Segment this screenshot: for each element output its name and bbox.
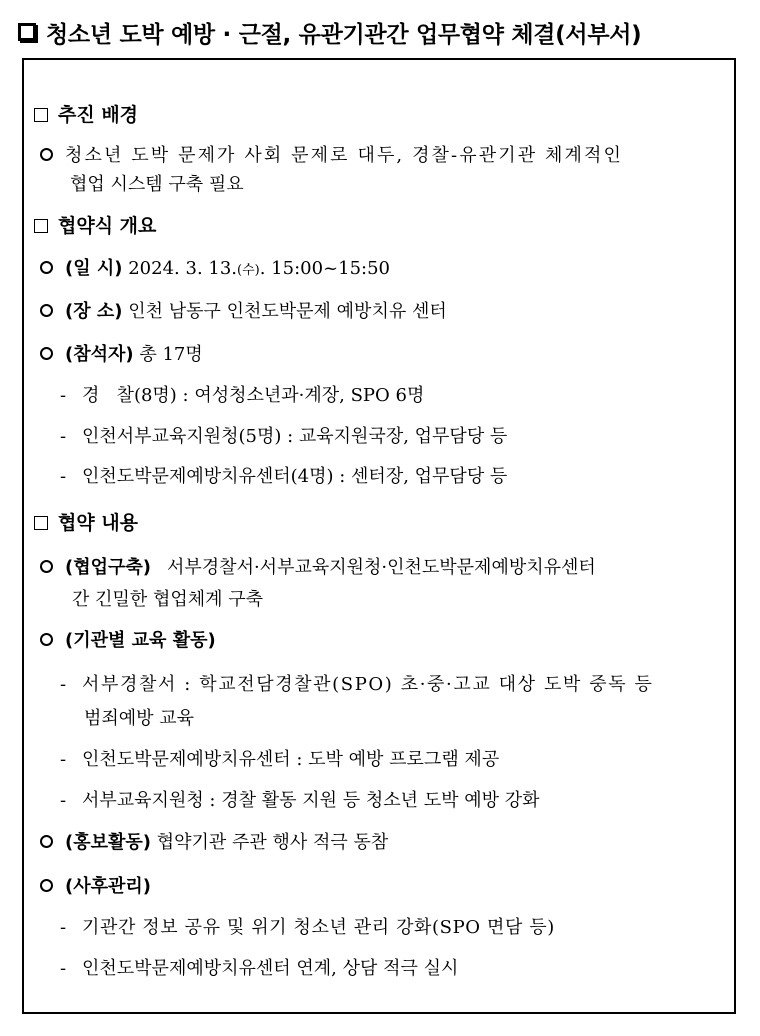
circle-bullet-icon (40, 347, 53, 360)
education-item-continued: 범죄예방 교육 (84, 708, 195, 729)
pr-value: 협약기관 주관 행사 적극 동참 (156, 832, 389, 853)
place-label: (장 소) (65, 301, 123, 322)
square-bullet-icon (34, 108, 48, 122)
square-bullet-icon (34, 219, 48, 233)
coop-text-line2: 간 긴밀한 협업체계 구축 (72, 589, 264, 610)
background-text-line2: 협업 시스템 구축 필요 (70, 174, 244, 195)
circle-bullet-icon (40, 633, 53, 646)
education-item: - 서부경찰서 : 학교전담경찰관(SPO) 초·중·고교 대상 도박 중독 등 (60, 674, 654, 695)
list-item-pr (40, 830, 388, 856)
content-frame (22, 58, 736, 1014)
circle-bullet-icon (40, 835, 53, 848)
background-text-line1: 청소년 도박 문제가 사회 문제로 대두, 경찰-유관기관 체계적인 (65, 145, 623, 166)
section-heading-content: 협약 내용 (34, 510, 138, 536)
attendee-item: - 경 찰(8명) : 여성청소년과·계장, SPO 6명 (60, 385, 425, 406)
education-item: - 서부교육지원청 : 경찰 활동 지원 등 청소년 도박 예방 강화 (60, 790, 540, 811)
attendees-value: 총 17명 (139, 344, 203, 365)
list-item-education (40, 628, 216, 654)
coop-text-line1: 서부경찰서·서부교육지원청·인천도박문제예방치유센터 (167, 557, 596, 578)
place-value: 인천 남동구 인천도박문제 예방치유 센터 (128, 301, 447, 322)
attendee-item: - 인천서부교육지원청(5명) : 교육지원국장, 업무담당 등 (60, 426, 508, 447)
list-item-followup (40, 874, 151, 900)
pr-label: (홍보활동) (65, 832, 152, 853)
page-title-row (18, 14, 641, 50)
circle-bullet-icon (40, 148, 53, 161)
date-label: (일 시) (65, 258, 123, 279)
section-heading-overview: 협약식 개요 (34, 213, 156, 239)
circle-bullet-icon (40, 304, 53, 317)
coop-label: (협업구축) (65, 557, 152, 578)
circle-bullet-icon (40, 879, 53, 892)
attendee-item: - 인천도박문제예방치유센터(4명) : 센터장, 업무담당 등 (60, 466, 508, 487)
list-item-date (40, 256, 390, 284)
education-item: - 인천도박문제예방치유센터 : 도박 예방 프로그램 제공 (60, 749, 500, 770)
circle-bullet-icon (40, 560, 53, 573)
date-value: 2024. 3. 13.(수). 15:00~15:50 (128, 258, 390, 279)
title-square-icon (18, 23, 36, 41)
list-item (40, 143, 728, 169)
attendees-label: (참석자) (65, 344, 134, 365)
section-heading-background: 추진 배경 (34, 102, 138, 128)
page-title: 청소년 도박 예방 · 근절, 유관기관간 업무협약 체결(서부서) (46, 21, 642, 48)
followup-item: - 인천도박문제예방치유센터 연계, 상담 적극 실시 (60, 958, 459, 979)
followup-item: - 기관간 정보 공유 및 위기 청소년 관리 강화(SPO 면담 등) (60, 917, 555, 938)
square-bullet-icon (34, 516, 48, 530)
circle-bullet-icon (40, 261, 53, 274)
list-item-place (40, 299, 447, 325)
education-label: (기관별 교육 활동) (65, 630, 216, 651)
list-item-attendees (40, 342, 203, 368)
list-item-coop (40, 555, 596, 581)
followup-label: (사후관리) (65, 876, 152, 897)
